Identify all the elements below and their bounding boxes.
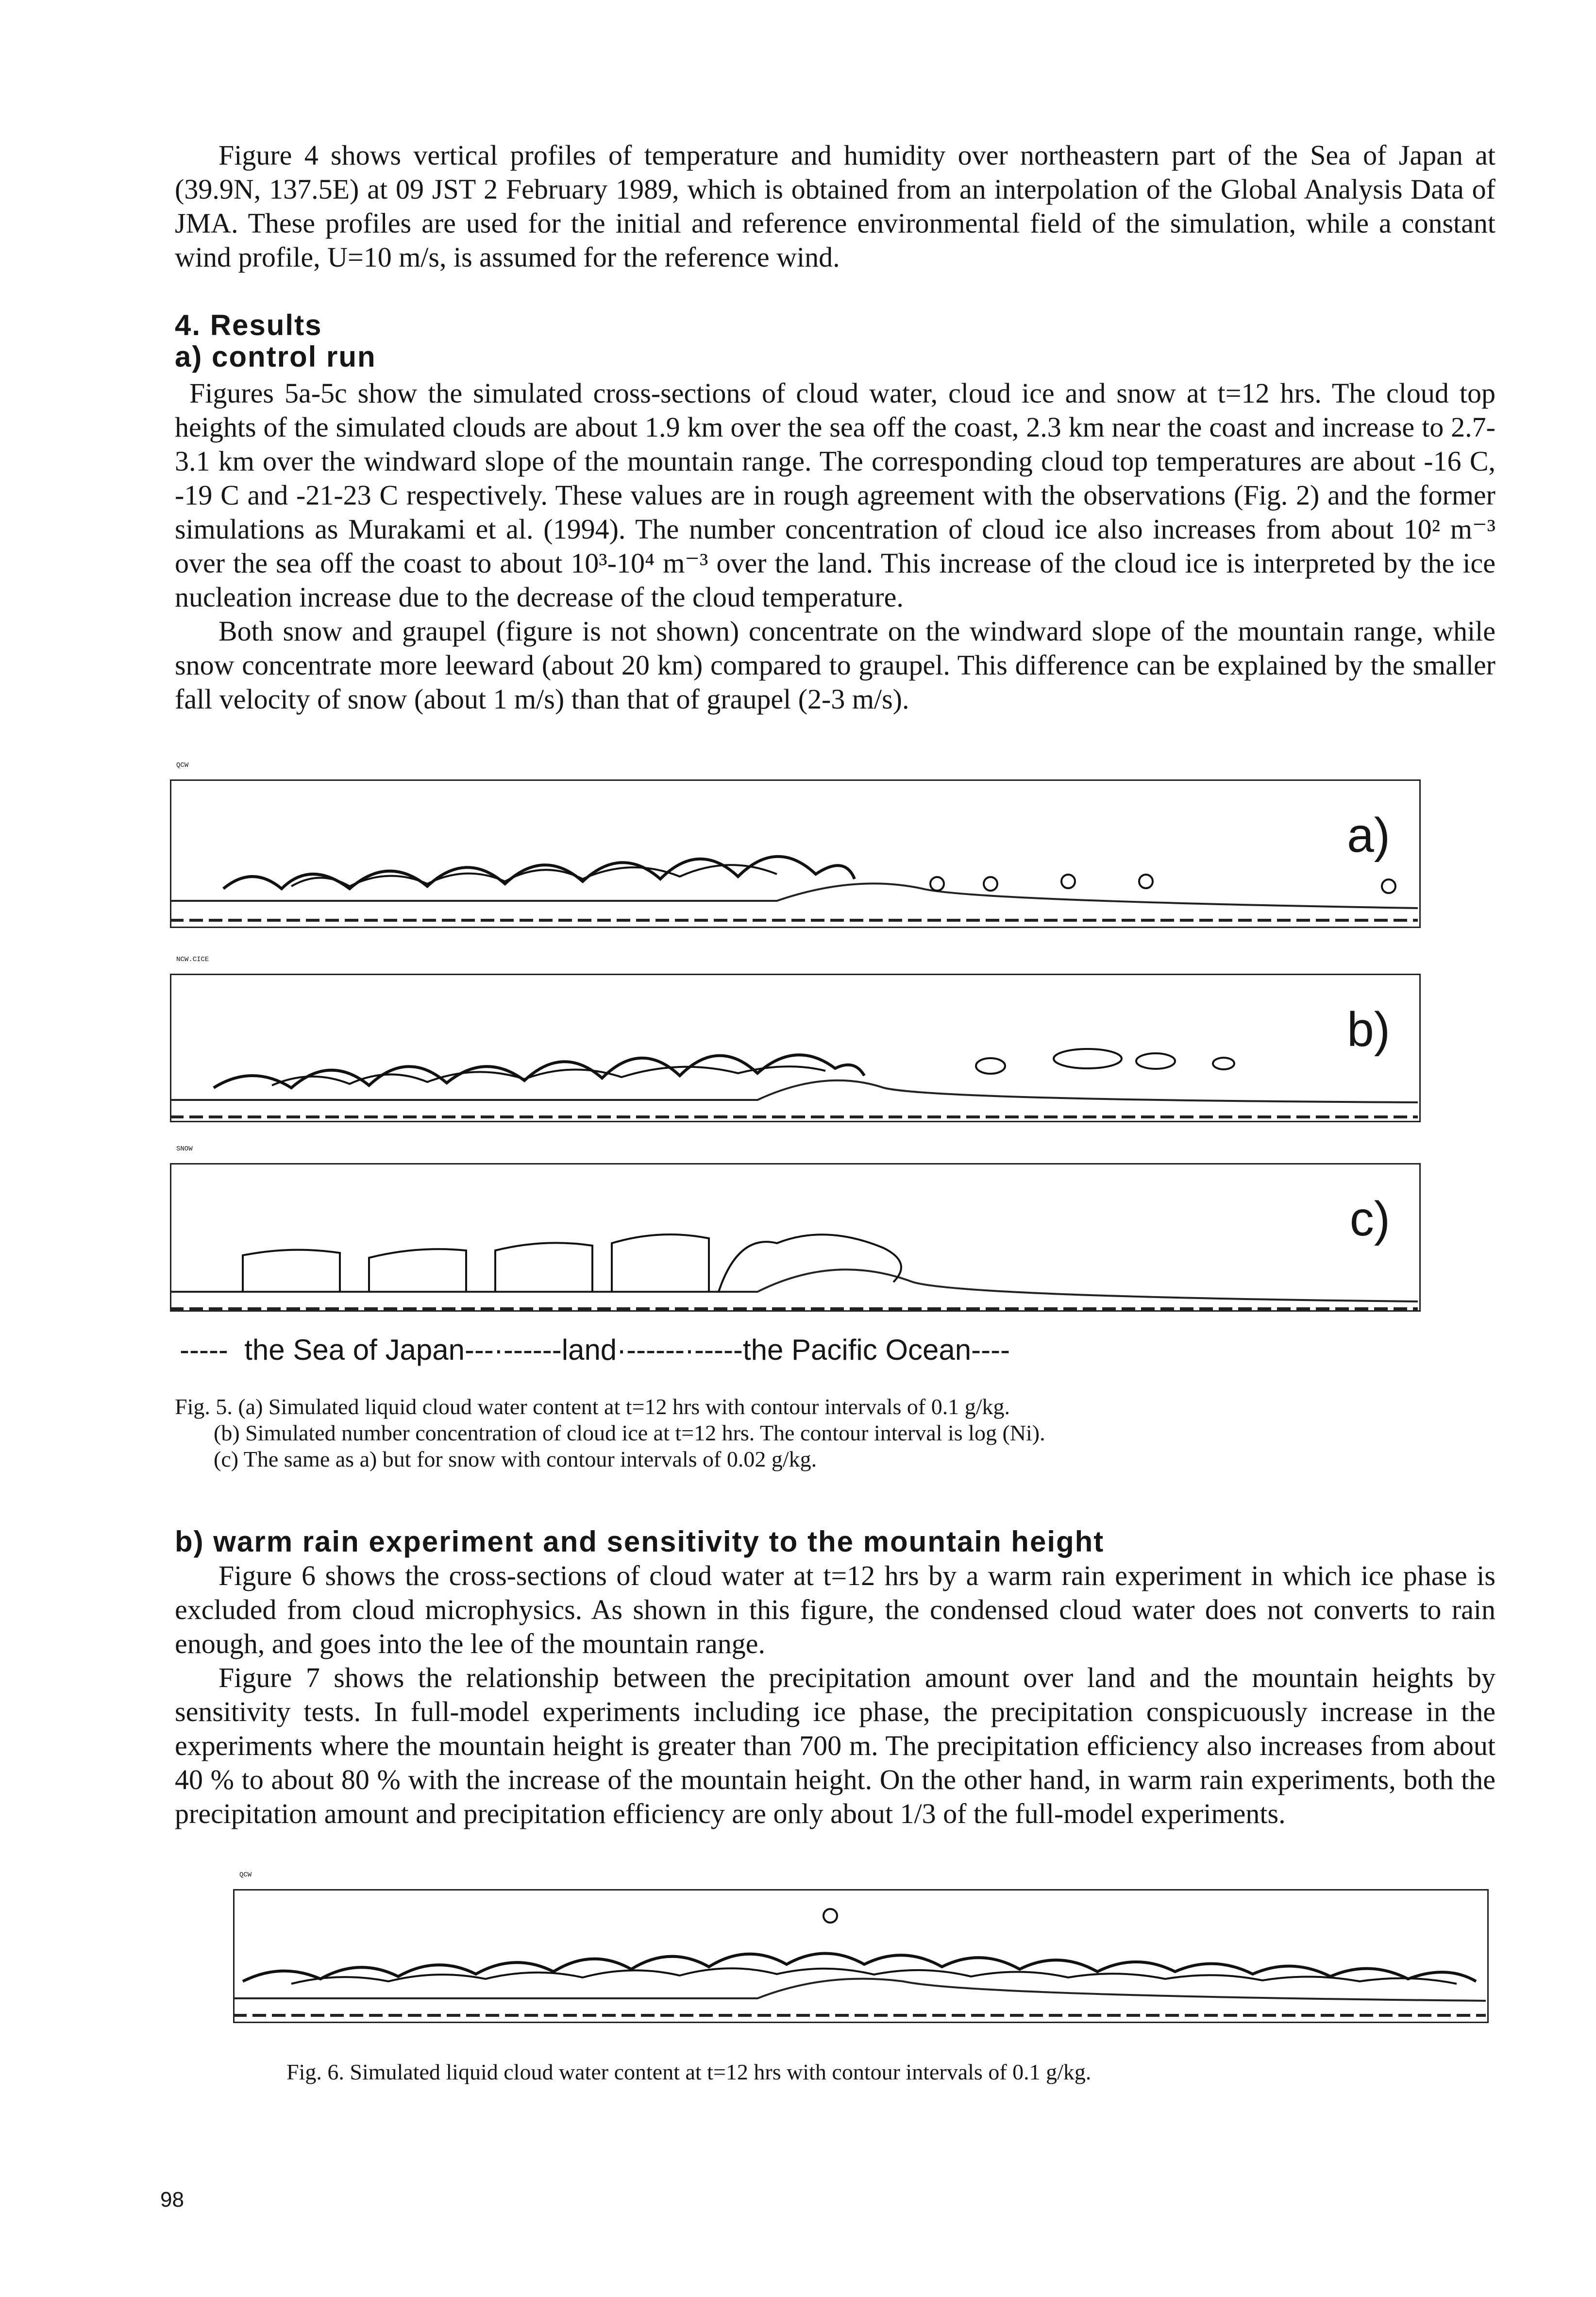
warm-rain-text-block bbox=[175, 1559, 1495, 1831]
isolated-cloud bbox=[1054, 1049, 1122, 1068]
isolated-cloud bbox=[1061, 875, 1075, 888]
figure-5b-var-label: NCW.CICE bbox=[176, 956, 209, 963]
figure-5-caption-b: (b) Simulated number concentration of cloud ice at t=12 hrs. The contour interval is log (Ni). bbox=[214, 1420, 1045, 1445]
warm-rain-paragraph-1: Figure 6 shows the cross-sections of cloud water at t=12 hrs by a warm rain experiment in which ice phase is excluded from cloud microphysics. As shown in this figure, the condensed cloud water does not converts to rain enough, and goes into the lee of the mountain range. bbox=[175, 1560, 1495, 1659]
isolated-cloud bbox=[1136, 1053, 1175, 1069]
figure-5c-var-label: SNOW bbox=[176, 1145, 193, 1153]
isolated-cloud bbox=[1382, 879, 1395, 893]
cloud-contours bbox=[223, 857, 855, 889]
terrain-line bbox=[170, 883, 1418, 908]
isolated-cloud bbox=[1139, 875, 1153, 888]
results-paragraph-2: Both snow and graupel (figure is not shown) concentrate on the windward slope of the mountain range, while snow concentrate more leeward (about 20 km) compared to graupel. This difference can be explained by the smaller fall velocity of snow (about 1 m/s) than that of graupel (2-3 m/s). bbox=[175, 615, 1495, 715]
figure-5-caption-c: (c) The same as a) but for snow with contour intervals of 0.02 g/kg. bbox=[214, 1447, 817, 1471]
section-heading-results: 4. Results bbox=[175, 309, 322, 341]
warm-rain-paragraph-2: Figure 7 shows the relationship between the precipitation amount over land and the mountain heights by sensitivity tests. In full-model experiments including ice phase, the precipitation conspicuously increase in the experiments where the mountain height is greater than 700 m. The precipitation efficiency also increases from about 40 % to about 80 % with the increase of the mountain height. On the other hand, in warm rain experiments, both the precipitation amount and precipitation efficiency are only about 1/3 of the full-model experiments. bbox=[175, 1662, 1495, 1829]
figure-5b-letter: b) bbox=[1347, 1002, 1390, 1057]
figure-6-var-label: QCW bbox=[239, 1871, 252, 1879]
figure-6-plot bbox=[233, 1909, 1486, 2015]
figure-5-caption-a: Fig. 5. (a) Simulated liquid cloud water content at t=12 hrs with contour intervals of 0.1 g/kg. bbox=[175, 1394, 1010, 1419]
page-number: 98 bbox=[160, 2188, 184, 2212]
figure-6-caption: Fig. 6. Simulated liquid cloud water content at t=12 hrs with contour intervals of 0.1 g/kg. bbox=[286, 2060, 1092, 2084]
terrain-line bbox=[170, 1269, 1418, 1301]
figure-5a-letter: a) bbox=[1347, 808, 1390, 862]
intro-paragraph: Figure 4 shows vertical profiles of temperature and humidity over northeastern part of the Sea of Japan at (39.9N, 137.5E) at 09 JST 2 February 1989, which is obtained from an interpolation of the Global Analysis Data of JMA. These profiles are used for the initial and reference environmental field of the simulation, while a constant wind profile, U=10 m/s, is assumed for the reference wind. bbox=[175, 139, 1495, 273]
isolated-cloud bbox=[930, 877, 944, 891]
figure-5-legend: ----- the Sea of Japan---·------land·------·-----the Pacific Ocean---- bbox=[180, 1334, 1010, 1366]
snow-contours bbox=[243, 1234, 901, 1292]
isolated-cloud bbox=[823, 1909, 837, 1923]
isolated-cloud bbox=[984, 877, 997, 891]
isolated-cloud bbox=[976, 1058, 1005, 1074]
figure-5b-plot bbox=[170, 1049, 1418, 1117]
results-paragraph-1: Figures 5a-5c show the simulated cross-sections of cloud water, cloud ice and snow at t=12 hrs. The cloud top heights of the simulated clouds are about 1.9 km over the sea off the coast, 2.3 km near the coast and increase to 2.7-3.1 km over the windward slope of the mountain range. The corresponding cloud top temperatures are about -16 C, -19 C and -21-23 C respectively. These values are in rough agreement with the observations (Fig. 2) and the former simulations as Murakami et al. (1994). The number concentration of cloud ice also increases from about 10² m⁻³ over the sea off the coast to about 10³-10⁴ m⁻³ over the land. This increase of the cloud ice is interpreted by the ice nucleation increase due to the decrease of the cloud temperature. bbox=[175, 377, 1495, 613]
terrain-line bbox=[233, 1979, 1486, 2001]
cloud-contours-inner bbox=[291, 865, 777, 886]
figure-5-caption bbox=[175, 1394, 1486, 1472]
figure-5a-var-label: QCW bbox=[176, 761, 189, 769]
terrain-line bbox=[170, 1081, 1418, 1102]
cloud-contours bbox=[214, 1055, 864, 1088]
subsection-heading-warm-rain: b) warm rain experiment and sensitivity to the mountain height bbox=[175, 1525, 1105, 1558]
figure-5c-plot bbox=[170, 1234, 1418, 1309]
figure-5c-letter: c) bbox=[1349, 1192, 1390, 1246]
isolated-cloud bbox=[1213, 1058, 1234, 1069]
subsection-heading-control-run: a) control run bbox=[175, 340, 376, 373]
figure-5a-plot bbox=[170, 857, 1418, 920]
